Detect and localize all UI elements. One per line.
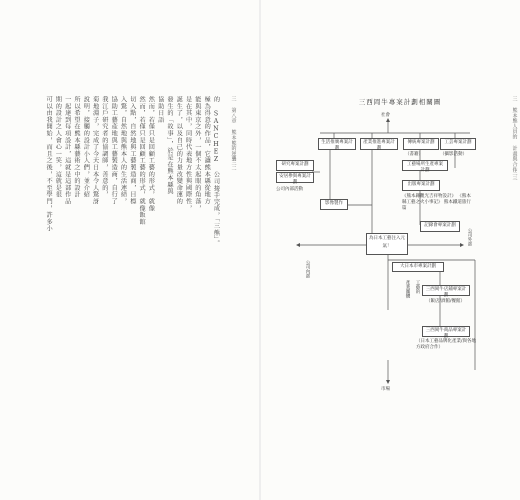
box-b7: 公司內部活動 bbox=[276, 187, 303, 192]
note-n10: 公司內部 bbox=[305, 260, 310, 278]
note-n9: 公司外部 bbox=[467, 228, 472, 246]
left-page bbox=[0, 0, 259, 500]
box-b10: 影像製作 bbox=[320, 199, 348, 210]
box-b6: 安居參與專案計劃 bbox=[276, 172, 314, 183]
box-b13: 大日本市專案計劃 bbox=[392, 262, 444, 272]
body-column: 然而，若僅只是回顧工藝的形式，就像飯館 bbox=[138, 96, 146, 226]
note-n2: （攝影活動） bbox=[440, 152, 467, 157]
box-b3: 傳統專案計劃 bbox=[403, 138, 439, 150]
body-column: 一起達到每項設計，這就是這部作品 bbox=[63, 96, 71, 205]
note-n4: 《熊本縣觀光吉祥物設計》 《熊本縣工藝之火小事記》 熊本鐵道旅行篇 bbox=[402, 194, 471, 211]
body-column: 然而，若僅只是回顧工藝的形式，就像 bbox=[147, 96, 155, 212]
left-page-number: 三二 bbox=[230, 160, 237, 172]
box-b4: 工芸專案計劃 bbox=[440, 138, 476, 150]
diagram-title: 三西岡牛專案計劃相關圖 bbox=[358, 98, 442, 106]
body-column: 我江戶研究者的協調師，善意的， bbox=[100, 96, 108, 198]
box-b11: 記錄會專案計劃 bbox=[420, 221, 460, 232]
body-column: 極為得意的作品，它讓熊本縣從地方 bbox=[203, 96, 211, 205]
box-b9: 出版專案計劃 bbox=[402, 180, 440, 191]
note-n5: （飯店/酒館/餐館） bbox=[426, 299, 466, 304]
box-b14: 三西岡牛店鋪專案計劃 bbox=[422, 285, 470, 296]
note-n1: （書籍） bbox=[405, 152, 423, 157]
body-column: 誕生了，以及自己的力量改變命運的 bbox=[175, 96, 183, 205]
right-running-head: 三 熊本熊人員的 計畫與合作 bbox=[511, 96, 518, 173]
body-column: 協助工藝產地與工藝製造商，自行了 bbox=[110, 96, 118, 205]
note-n11: 市場 bbox=[381, 387, 390, 392]
box-b2: 產業推進專案計劃 bbox=[360, 138, 398, 150]
body-column: 入驚，自然地與熊本人的生活連結， bbox=[119, 96, 127, 205]
right-page-number: 三三 bbox=[511, 170, 518, 182]
body-column: 切入點，自然地與工藝製造商，目標 bbox=[128, 96, 136, 205]
diagram-top-label: 社會 bbox=[381, 113, 390, 118]
body-column: 發生的「故事」，於是在熊本縣與 bbox=[166, 96, 173, 195]
box-b15: 三西岡牛商品專案計劃 bbox=[422, 326, 470, 337]
body-column: 所以希望在熊本縣藝術之中的設計 bbox=[73, 96, 80, 198]
note-n6: （日本工藝品牌化產業/與各地方政府合作） bbox=[416, 339, 477, 350]
note-n8: 工藝的 bbox=[415, 280, 420, 294]
body-column: 能與東京之外，一個不太起眼的角落， bbox=[193, 96, 201, 212]
box-b5: 研究專案計劃 bbox=[276, 160, 314, 171]
box-b1: 生活推廣專案計劃 bbox=[318, 138, 356, 150]
body-column: 的 SANCHEZ 公司接手完成，「三熊」。 bbox=[212, 96, 220, 247]
body-column: 期的設計之人會心一笑，這就是很 bbox=[54, 96, 62, 198]
body-column: 菊地淵子，完成了今天日本令人驚訝 bbox=[91, 96, 99, 205]
note-n7: 產業團體 bbox=[405, 280, 410, 298]
left-running-head: 三 第八章 熊本熊的逆襲 bbox=[230, 96, 237, 162]
box-b8: 工藝場所生產專案計劃 bbox=[402, 160, 448, 171]
body-column: 可以由我開始，而且之後，不至學門，許多小 bbox=[45, 96, 53, 232]
box-b12: 為日本工藝注入元氣！ bbox=[366, 233, 408, 255]
body-column: 說明，接觸的設計小人們，並介紹 bbox=[82, 96, 90, 198]
body-column: 是在其中，同時代表地方性與國際性， bbox=[184, 96, 192, 212]
body-column: 協助日語 bbox=[156, 96, 164, 124]
